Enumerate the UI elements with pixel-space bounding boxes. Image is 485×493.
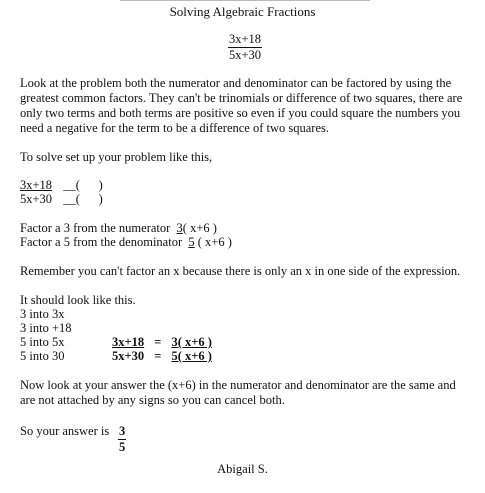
problem-fraction <box>228 32 262 63</box>
setup-numerator-row <box>20 178 103 193</box>
factor-numerator-text: Factor a 3 from the numerator <box>20 221 177 235</box>
factor-denominator-rest: ( x+6 ) <box>194 235 232 249</box>
step-2: 3 into +18 <box>20 321 72 335</box>
factor-denominator-line <box>20 235 232 250</box>
factor-numerator-rest: ( x+6 ) <box>182 221 217 235</box>
answer-numerator: 3 <box>119 424 126 438</box>
result-numerator-row <box>112 335 212 350</box>
setup-denominator: 5x+30 <box>20 192 53 206</box>
result-left-numerator: 3x+18 <box>112 335 145 349</box>
cancel-line-1: Now look at your answer the (x+6) in the numerator and denominator are the same and <box>20 378 456 392</box>
top-rule <box>120 0 370 1</box>
result-right-numerator: 3( x+6 ) <box>171 335 212 349</box>
page-title: Solving Algebraic Fractions <box>169 4 316 19</box>
factor-numerator-line <box>20 221 217 236</box>
answer-label: So your answer is <box>20 424 110 438</box>
result-left-denominator: 5x+30 <box>112 349 145 363</box>
setup-instruction: To solve set up your problem like this, <box>20 150 213 164</box>
remember-note: Remember you can't factor an x because there is only an x in one side of the expression. <box>20 264 461 278</box>
cancel-line-2: are not attached by any signs so you can cancel both. <box>20 393 285 407</box>
answer-fraction <box>118 424 126 455</box>
setup-numerator: 3x+18 <box>20 178 53 192</box>
result-right-denominator: 5( x+6 ) <box>171 349 212 363</box>
intro-line-4: need a negative for the term to be a difference of two squares. <box>20 121 330 135</box>
result-denominator-row <box>112 349 212 364</box>
look-like-label: It should look like this. <box>20 293 136 307</box>
answer-denominator: 5 <box>119 440 126 454</box>
factor-denominator-factor: 5 <box>188 235 195 249</box>
step-1: 3 into 3x <box>20 307 65 321</box>
problem-denominator: 5x+30 <box>229 48 262 62</box>
result-equals-1: = <box>154 335 162 349</box>
step-4: 5 into 30 <box>20 349 65 363</box>
author-name: Abigail S. <box>217 462 268 476</box>
intro-line-3: only two terms and both terms are positive so even if you could square the numbers you <box>20 106 461 120</box>
factor-numerator-factor: 3 <box>176 221 183 235</box>
setup-num-paren: __( ) <box>63 178 103 192</box>
setup-den-paren: __( ) <box>63 192 103 206</box>
factor-denominator-text: Factor a 5 from the denominator <box>20 235 189 249</box>
step-3: 5 into 5x <box>20 335 65 349</box>
intro-line-1: Look at the problem both the numerator and denominator can be factored by using the <box>20 76 452 90</box>
problem-numerator: 3x+18 <box>229 32 262 46</box>
result-equals-2: = <box>154 349 162 363</box>
intro-line-2: greatest common factors. They can't be trinomials or difference of two squares, there are <box>20 91 463 105</box>
setup-denominator-row <box>20 192 103 207</box>
